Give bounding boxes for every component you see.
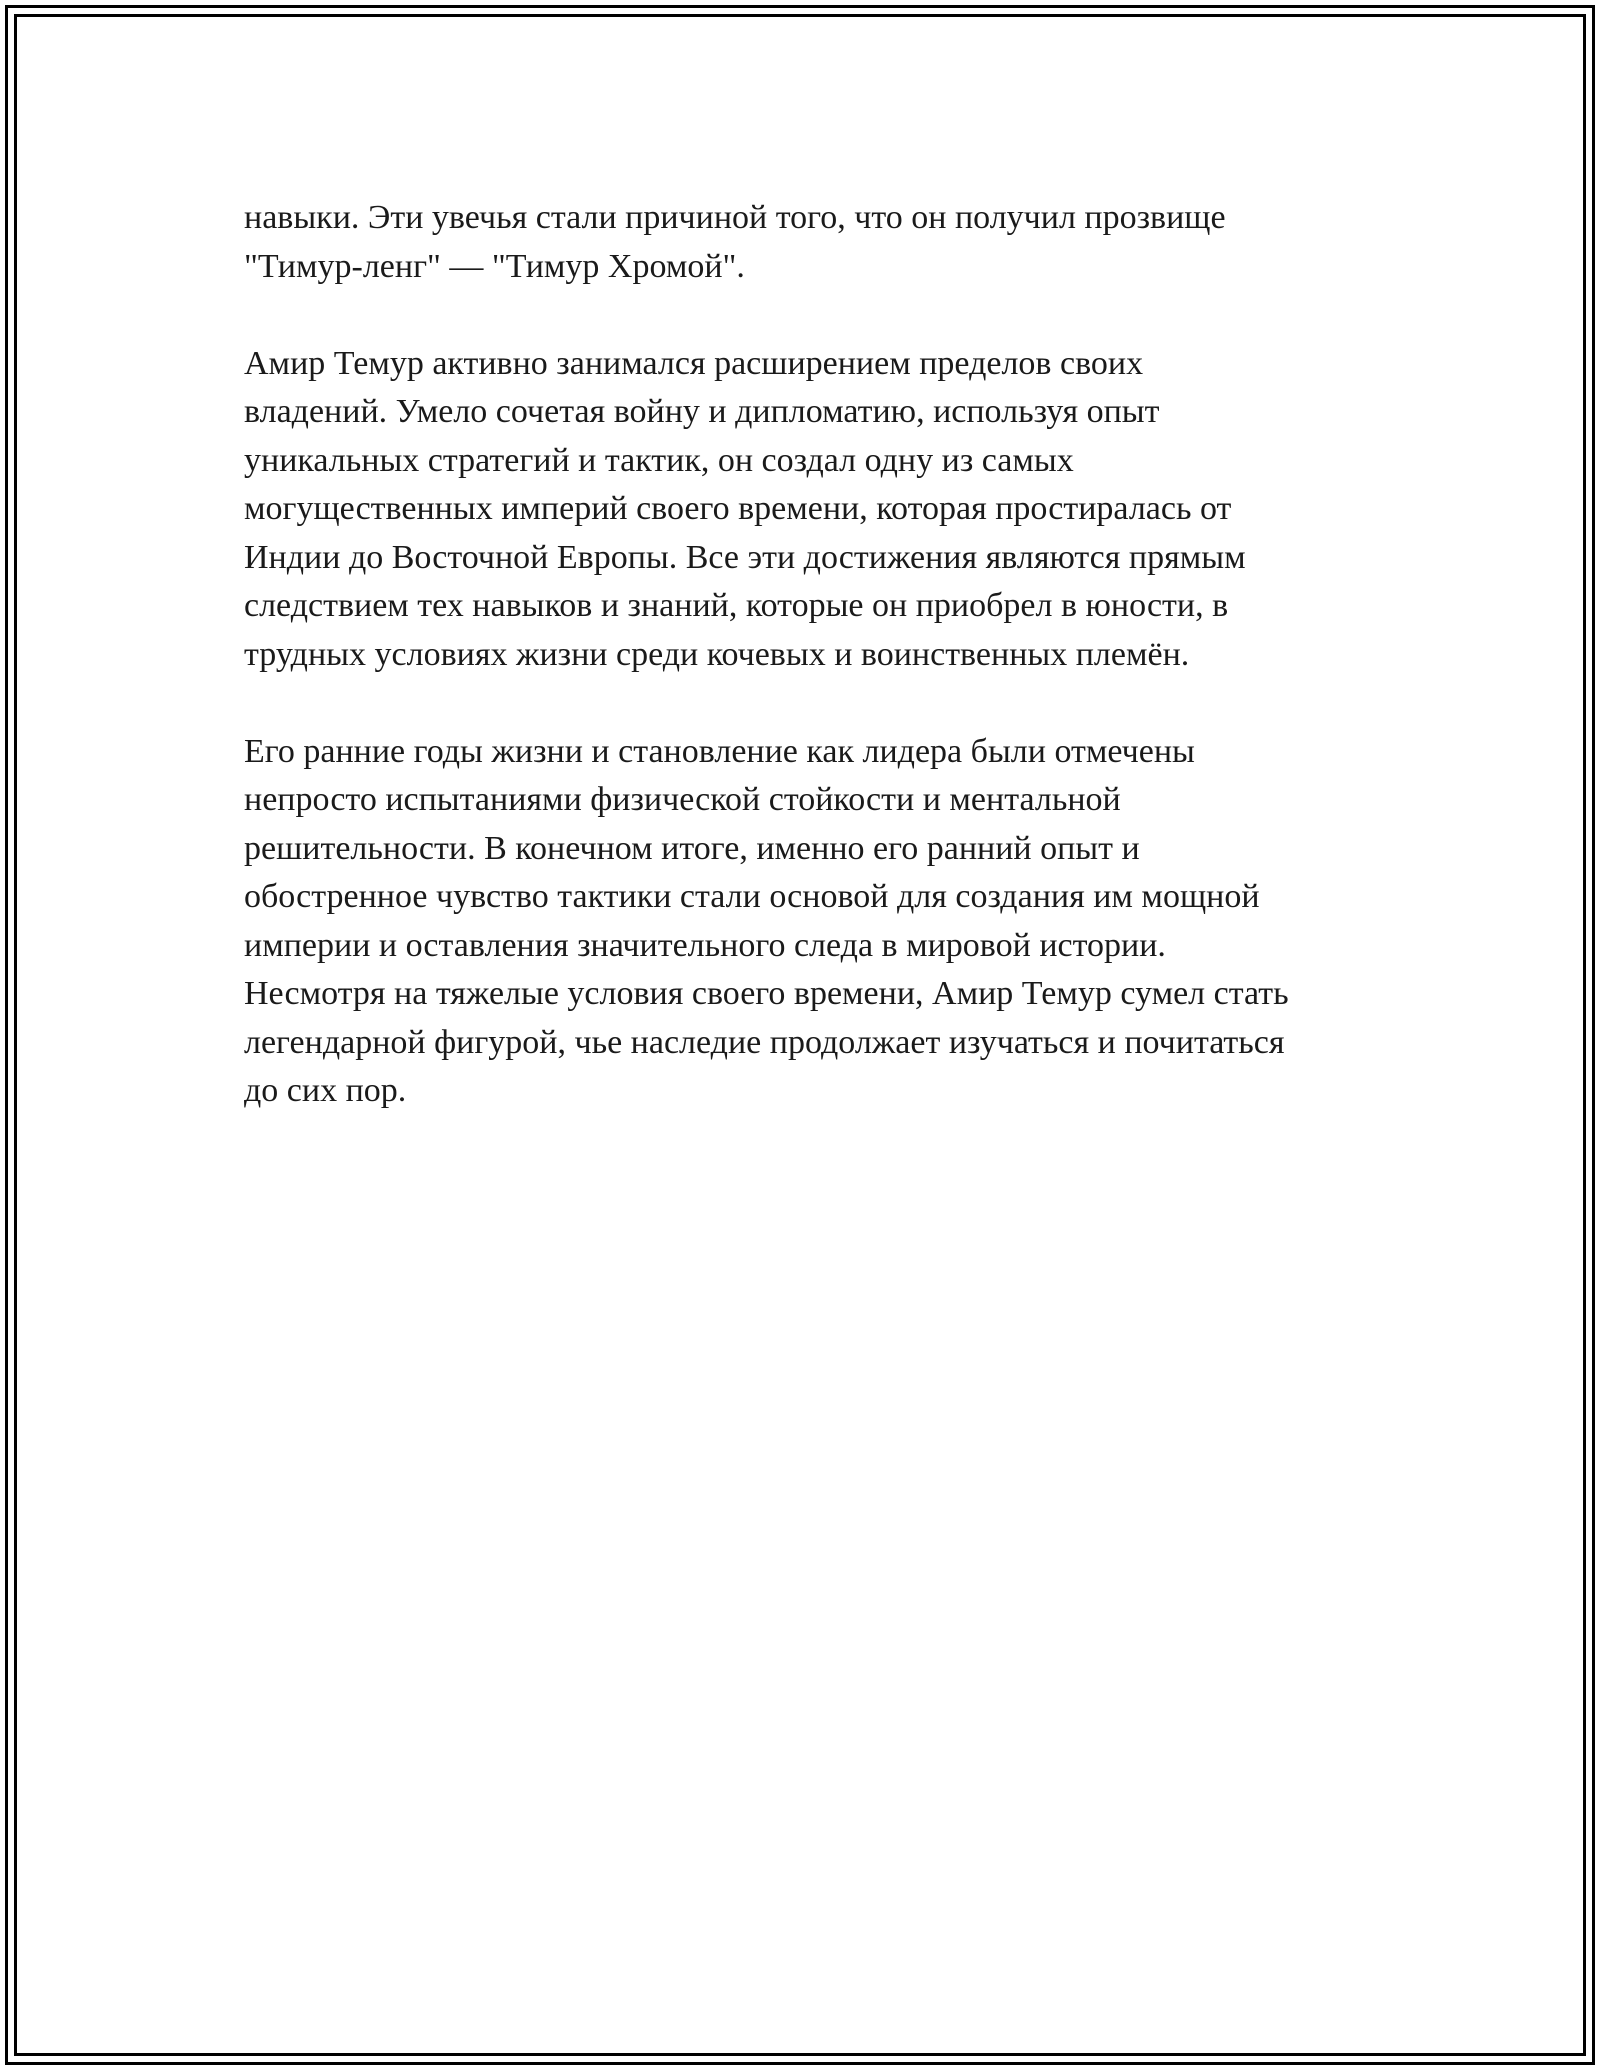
paragraph-3 [244,728,1424,1116]
text-line: непросто испытаниями физической стойкости и ментальной [244,781,1121,818]
text-line: "Тимур-ленг" — "Тимур Хромой". [244,247,745,285]
text-line: империи и оставления значительного следа в мировой истории. [244,926,1166,964]
text-line: Индии до Восточной Европы. Все эти достижения являются прямым [244,538,1246,576]
text-line: Несмотря на тяжелые условия своего времени, Амир Темур сумел стать [244,975,1289,1012]
text-line: Амир Темур активно занимался расширением пределов своих [244,344,1144,382]
text-line: навыки. Эти увечья стали причиной того, что он получил прозвище [244,199,1226,236]
text-line: владений. Умело сочетая войну и дипломатию, используя опыт [244,393,1160,430]
text-line: до сих пор. [244,1072,407,1109]
paragraph-2 [244,340,1424,680]
text-line: уникальных стратегий и тактик, он создал одну из самых [244,441,1074,479]
text-line: легендарной фигурой, чье наследие продолжает изучаться и почитаться [244,1023,1285,1061]
text-line: Его ранние годы жизни и становление как лидера были отмечены [244,732,1195,770]
document-body [244,194,1424,1164]
paragraph-1 [244,194,1424,291]
page-frame [5,5,1595,2065]
text-line: следствием тех навыков и знаний, которые он приобрел в юности, в [244,587,1229,624]
text-line: решительности. В конечном итоге, именно его ранний опыт и [244,829,1140,867]
text-line: обостренное чувство тактики стали основой для создания им мощной [244,878,1260,915]
text-line: могущественных империй своего времени, которая простиралась от [244,490,1232,527]
text-line: трудных условиях жизни среди кочевых и воинственных племён. [244,635,1190,673]
